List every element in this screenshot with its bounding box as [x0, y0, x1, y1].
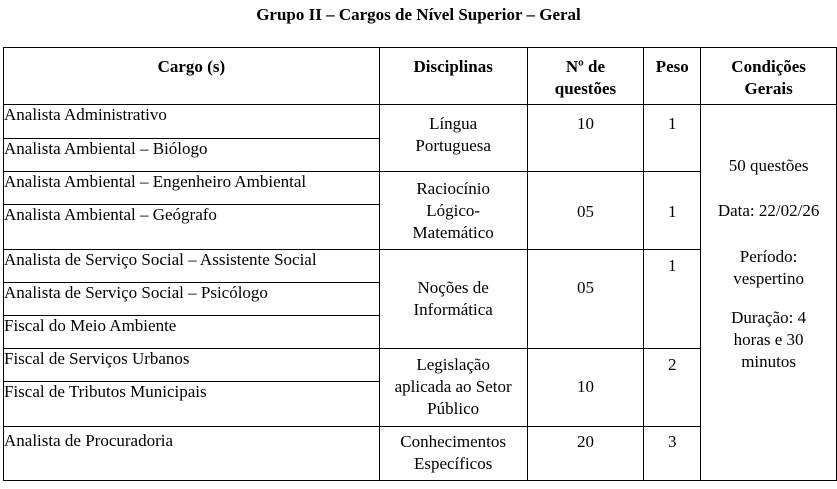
header-questoes [527, 48, 644, 105]
condicoes-data: Data: 22/02/26 [717, 201, 820, 220]
cargo-cell: Analista Ambiental – Engenheiro Ambiental [4, 172, 380, 205]
page-title: Grupo II – Cargos de Nível Superior – Geral [256, 5, 581, 24]
cargo-cell: Fiscal do Meio Ambiente [4, 316, 380, 349]
condicoes-duracao-line3: minutos [741, 352, 796, 371]
table-row [4, 105, 837, 139]
cargo-cell: Analista de Serviço Social – Psicólogo [4, 283, 380, 316]
disciplina-line: Lógico- [426, 201, 481, 220]
header-condicoes-line2: Gerais [744, 79, 793, 98]
header-cargo: Cargo (s) [4, 48, 380, 105]
questoes-cell: 10 [527, 105, 644, 172]
header-condicoes-line1: Condições [731, 57, 806, 76]
disciplina-line: Conhecimentos [400, 432, 507, 451]
disciplina-cell [379, 172, 527, 250]
disciplina-line: Portuguesa [415, 136, 491, 155]
condicoes-periodo-line1: Período: [739, 247, 798, 266]
disciplina-line: Legislação [416, 355, 490, 374]
disciplina-line: aplicada ao Setor [394, 377, 512, 396]
questoes-cell: 20 [527, 427, 644, 481]
condicoes-questoes: 50 questões [728, 156, 809, 175]
disciplina-line: Matemático [412, 223, 494, 242]
peso-cell: 2 [644, 349, 701, 427]
header-disciplinas: Disciplinas [379, 48, 527, 105]
cargo-cell: Analista Ambiental – Biólogo [4, 139, 380, 172]
cargo-cell: Fiscal de Tributos Municipais [4, 382, 380, 427]
disciplina-line: Raciocínio [416, 179, 490, 198]
disciplina-line: Informática [413, 300, 493, 319]
disciplina-line: Língua [429, 114, 478, 133]
questoes-cell: 05 [527, 172, 644, 250]
disciplina-cell [379, 105, 527, 172]
cargo-cell: Analista de Serviço Social – Assistente Social [4, 250, 380, 283]
disciplina-cell [379, 250, 527, 349]
disciplina-line: Específicos [413, 454, 493, 473]
header-questoes-line2: questões [554, 79, 617, 98]
peso-cell: 1 [644, 172, 701, 250]
exam-table [3, 47, 837, 481]
condicoes-periodo [701, 246, 836, 290]
questoes-cell: 05 [527, 250, 644, 349]
condicoes-periodo-line2: vespertino [733, 269, 805, 288]
disciplina-cell [379, 427, 527, 481]
condicoes-cell [701, 105, 837, 481]
questoes-cell: 10 [527, 349, 644, 427]
header-row [4, 48, 837, 105]
condicoes-duracao [701, 307, 836, 373]
peso-cell: 1 [644, 105, 701, 172]
peso-cell: 1 [644, 250, 701, 349]
header-condicoes [701, 48, 837, 105]
cargo-cell: Analista Ambiental – Geógrafo [4, 205, 380, 250]
cargo-cell: Fiscal de Serviços Urbanos [4, 349, 380, 382]
cargo-cell: Analista Administrativo [4, 105, 380, 139]
header-questoes-line1: Nº de [565, 57, 606, 76]
disciplina-line: Noções de [417, 278, 489, 297]
disciplina-line: Público [427, 399, 480, 418]
cargo-cell: Analista de Procuradoria [4, 427, 380, 481]
disciplina-cell [379, 349, 527, 427]
condicoes-duracao-line2: horas e 30 [733, 330, 804, 349]
header-peso: Peso [644, 48, 701, 105]
condicoes-duracao-line1: Duração: 4 [731, 308, 807, 327]
peso-cell: 3 [644, 427, 701, 481]
